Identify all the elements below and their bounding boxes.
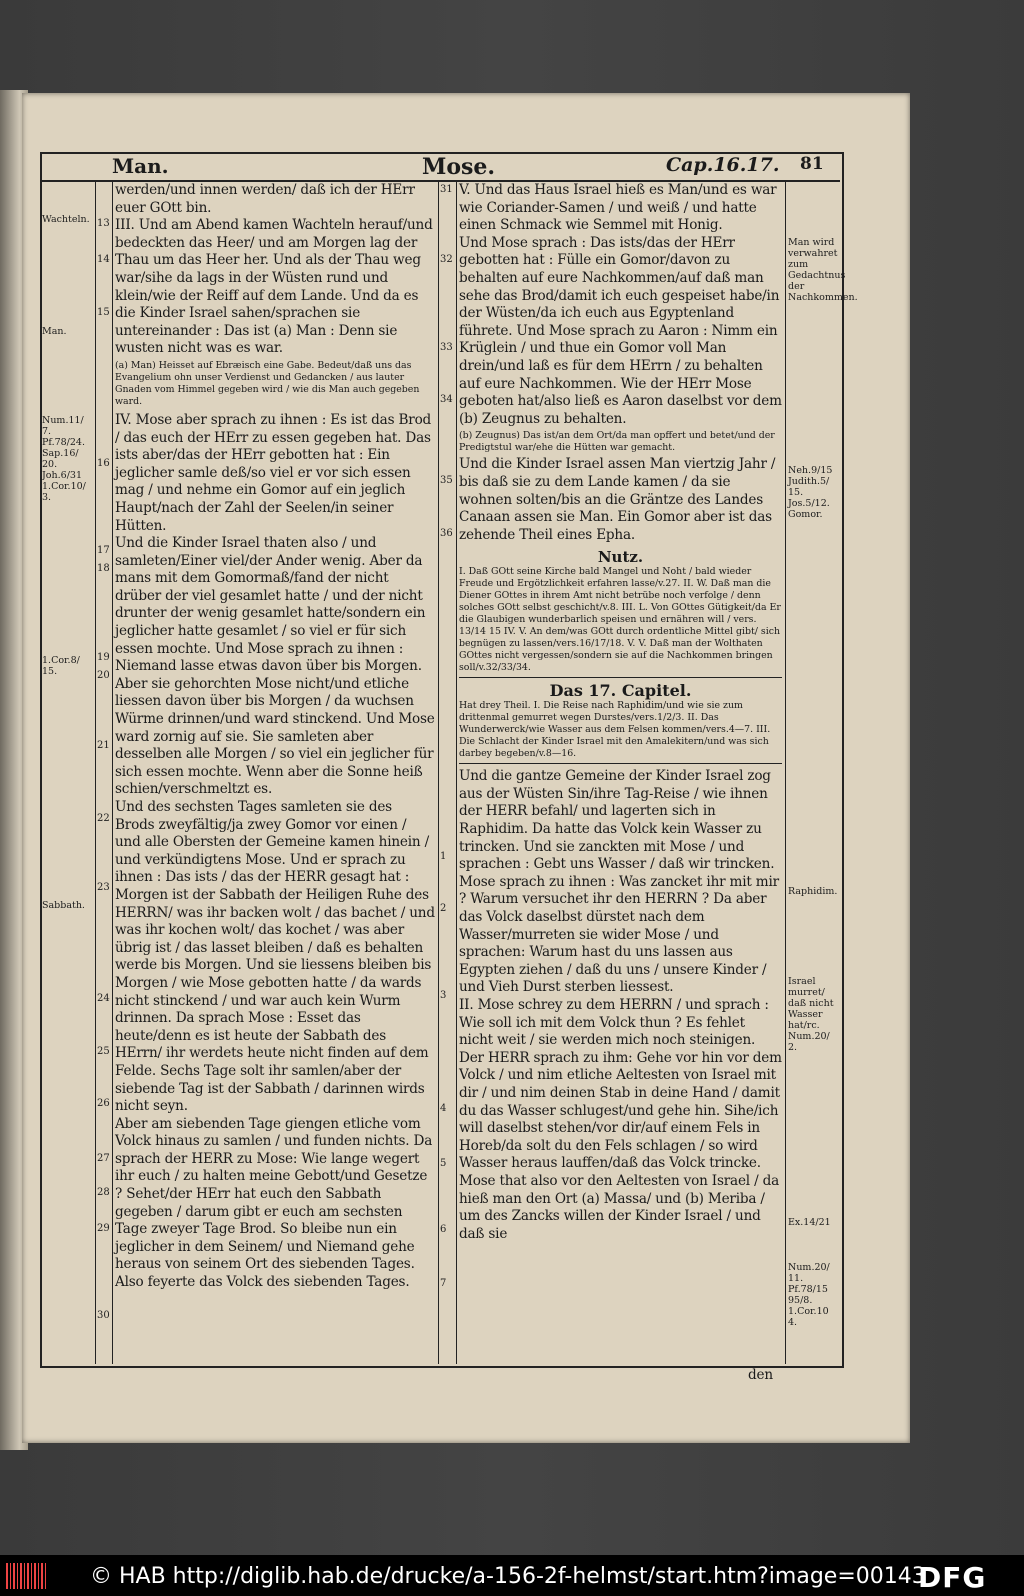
paragraph: Und die gantze Gemeine der Kinder Israel zog aus der Wüsten Sin/ihre Tag-Reise / wie ihnen der HERR befahl/ und lagerten sich in Raphidim. Da hatte das Volck kein Wasser zu trincken. Und sie zanckten mit Mose / und sprachen : Gebt uns Wasser / daß wir trincken. Mose sprach zu ihnen : Was zancket ihr mit mir ? Warum versuchet ihr den HERRN ? Da aber das Volck daselbst dürstet nach dem Wasser/murreten sie wider Mose / und sprachen: Warum hast du uns lassen aus Egypten ziehen / daß du uns / unsere Kinder / und Vieh Durst sterben liessest. — [459, 768, 779, 996]
nutz-text: I. Daß GOtt seine Kirche bald Mangel und Noht / bald wieder Freude und Ergötzlichkeit erfahren lasse/v.27. II. W. Daß man die Diener GOttes in ihrem Amt nicht betrübe noch verfolge / denn solches GOtt selbst geschicht/v.8. III. L. Von GOttes Gütigkeit/da Er die Glaubigen wunderbarlich speisen und ernähren will / vers. 13/14 15 IV. V. An dem/was GOtt durch ordentliche Mittel gibt/ sich begnügen zu lassen/vers.16/17/18. V. V. Daß man der Wolthaten GOttes nicht vergessen/sondern sie auf die Nachkommen bringen soll/v.32/33/34. — [459, 566, 782, 678]
verse-number: 18 — [97, 563, 110, 574]
left-text-column — [115, 182, 435, 1292]
margin-note-left: Wachteln. — [42, 214, 90, 225]
verse-number: 24 — [97, 993, 110, 1004]
margin-note-right: Israel murret/ daß nicht Wasser hat/rc. Num.20/ 2. — [788, 976, 834, 1053]
verse-number: 5 — [440, 1158, 447, 1169]
paragraph: Und Mose sprach : Das ists/das der HErr gebotten hat : Fülle ein Gomor/davon zu behalten auf eure Nachkommen/auf daß man sehe das Brod/damit ich euch gespeiset habe/in der Wüsten/da ich euch aus Egyptenland führete. Und Mose sprach zu Aaron : Nimm ein Krüglein / und thue ein Gomor voll Man drein/und laß es für dem HErrn / zu behalten auf eure Nachkommen. Wie der HErr Mose geboten hat/also ließ es Aaron daselbst vor dem (b) Zeugnus zu behalten. — [459, 234, 782, 427]
verse-number: 20 — [97, 670, 110, 681]
paragraph: Aber am siebenden Tage giengen etliche vom Volck hinaus zu samlen / und funden nichts. Da sprach der HERR zu Mose: Wie lange wegert ihr euch / zu halten meine Gebott/und Gesetze ? Sehet/der HErr hat euch den Sabbath gegeben / darum gibt er euch am sechsten Tage zweyer Tage Brod. So bleibe nun ein jeglicher in dem Seinem/ und Niemand gehe heraus von seinem Ort des siebenden Tages. Also feyerte das Volck des siebenden Tages. — [115, 1115, 433, 1291]
verse-number: 14 — [97, 254, 110, 265]
paragraph: V. Und das Haus Israel hieß es Man/und es war wie Coriander-Samen / und weiß / und hatte einen Schmack wie Semmel mit Honig. — [459, 182, 777, 234]
margin-note-left: Sabbath. — [42, 900, 85, 911]
verse-number: 35 — [440, 475, 453, 486]
header-left: Man. — [112, 154, 169, 178]
rule-center-a — [438, 180, 439, 1364]
dfg-logo: DFG — [918, 1561, 987, 1594]
margin-note-right: Man wird verwahret zum Gedachtnus der Nachkommen. — [788, 237, 858, 303]
footnote: (a) Man) Heisset auf Ebræisch eine Gabe. Bedeut/daß uns das Evangelium ohn unser Verdienst und Gedancken / aus lauter Gnaden vom Himmel gegeben wird / wie dis Man auch gegeben ward. — [115, 359, 420, 407]
paragraph: werden/und innen werden/ daß ich der HErr euer GOtt bin. — [115, 182, 415, 216]
margin-note-left: Man. — [42, 326, 67, 337]
verse-number: 6 — [440, 1224, 447, 1235]
verse-number: 13 — [97, 218, 110, 229]
verse-number: 30 — [97, 1310, 110, 1321]
verse-number: 36 — [440, 528, 453, 539]
verse-number: 23 — [97, 882, 110, 893]
chapter-summary: Hat drey Theil. I. Die Reise nach Raphidim/und wie sie zum drittenmal gemurret wegen Durstes/vers.1/2/3. II. Das Wunderwerck/wie Wasser aus dem Felsen kommen/vers.4—7. III. Die Schlacht der Kinder Israel mit den Amalekitern/und was sich darbey begeben/v.8—16. — [459, 700, 782, 764]
margin-note-left: 1.Cor.8/ 15. — [42, 655, 80, 677]
paragraph: Und des sechsten Tages samleten sie des Brods zweyfältig/ja zwey Gomor vor einen / und alle Obersten der Gemeine kamen hinein / und verkündigtens Mose. Und er sprach zu ihnen : Das ists / das der HERR gesagt hat : Morgen ist der Sabbath der Heiligen Ruhe des HERRN/ was ihr backen wolt / das bachet / und was ihr kochen wolt/ das kochet / was aber übrig ist / das lasset bleiben / daß es behalten werde bis Morgen. Und sie liessens bleiben bis Morgen / wie Mose gebotten hatte / da wards nicht stinckend / und war auch kein Wurm drinnen. Da sprach Mose : Esset das heute/denn es ist heute der Sabbath des HErrn/ ihr werdets heute nicht finden auf dem Felde. Sechs Tage solt ihr samlen/aber der siebende Tag ist der Sabbath / darinnen wirds nicht seyn. — [115, 799, 435, 1115]
verse-number: 21 — [97, 740, 110, 751]
verse-number: 31 — [440, 184, 453, 195]
verse-number: 32 — [440, 254, 453, 265]
header-chapter: Cap.16.17. — [666, 154, 780, 176]
paragraph: II. Mose schrey zu dem HERRN / und sprach : Wie soll ich mit dem Volck thun ? Es fehlet nicht weit / sie werden mich noch steinigen. Der HERR sprach zu ihm: Gehe vor hin vor dem Volck / und nim etliche Aeltesten von Israel mit dir / und nim deinen Stab in deine Hand / damit du das Wasser schlugest/und gehe hin. Sihe/ich will daselbst stehen/vor dir/auf einem Fels in Horeb/da solt du den Fels schlagen / so wird Wasser heraus lauffen/daß das Volck trincke. Mose that also vor den Aeltesten von Israel / da hieß man den Ort (a) Massa/ und (b) Meriba / um des Zancks willen der Kinder Israel / und daß sie — [459, 997, 782, 1242]
verse-number: 19 — [97, 652, 110, 663]
paragraph: IV. Mose aber sprach zu ihnen : Es ist das Brod / das euch der HErr zu essen gegeben hat. Das ists aber/das der HErr gebotten hat : Ein jeglicher samle deß/so viel er vor sich essen mag / und nehme ein Gomor auf ein jeglich Haupt/nach der Zahl der Seelen/in seiner Hütten. — [115, 411, 432, 534]
verse-number: 7 — [440, 1278, 447, 1289]
verse-number: 33 — [440, 342, 453, 353]
barcode-icon — [6, 1563, 46, 1589]
rule-center-b — [456, 180, 457, 1364]
header-book: Mose. — [422, 154, 496, 180]
verse-number: 16 — [97, 458, 110, 469]
verse-number: 34 — [440, 394, 453, 405]
margin-note-left: Num.11/ 7. Pf.78/24. Sap.16/ 20. Joh.6/31 1.Cor.10/ 3. — [42, 415, 86, 503]
margin-note-right: Num.20/ 11. Pf.78/15 95/8. 1.Cor.10 4. — [788, 1262, 830, 1328]
verse-number: 27 — [97, 1153, 110, 1164]
rule-right-margin — [785, 180, 786, 1364]
footer-link[interactable]: © HAB http://diglib.hab.de/drucke/a-156-2f-helmst/start.htm?image=00143 — [90, 1564, 926, 1589]
chapter-heading: Das 17. Capitel. — [549, 681, 692, 701]
verse-number: 2 — [440, 903, 447, 914]
verse-number: 28 — [97, 1187, 110, 1198]
verse-number: 22 — [97, 813, 110, 824]
paragraph: Und die Kinder Israel thaten also / und samleten/Einer viel/der Ander wenig. Aber da mans mit dem Gomormaß/fand der nicht drüber der viel gesamlet hatte / und der nicht drunter der wenig gesamlet hatte/sondern ein jeglicher hatte gesamlet / so viel er für sich essen mochte. Und Mose sprach zu ihnen : Niemand lasse etwas davon über bis Morgen. Aber sie gehorchten Mose nicht/und etliche liessen davon über bis Morgen / da wuchsen Würme drinnen/und ward stinckend. Und Mose ward zornig auf sie. Sie samleten aber desselben alle Morgen / so viel ein jeglicher für sich essen mochte. Wenn aber die Sonne heiß schien/verschmeltzt es. — [115, 535, 435, 798]
rule-left-numbers — [112, 180, 113, 1364]
verse-number: 4 — [440, 1103, 447, 1114]
nutz-heading: Nutz. — [597, 548, 644, 567]
right-text-column — [459, 182, 782, 1243]
verse-number: 25 — [97, 1046, 110, 1057]
catchword: den — [748, 1367, 773, 1383]
verse-number: 1 — [440, 851, 447, 862]
page-number: 81 — [800, 154, 824, 174]
paragraph: Und die Kinder Israel assen Man viertzig Jahr / bis daß sie zu dem Lande kamen / da sie wohnen solten/bis an die Gräntze des Landes Canaan assen sie Man. Ein Gomor aber ist das zehende Theil eines Epha. — [459, 456, 776, 543]
verse-number: 29 — [97, 1223, 110, 1234]
verse-number: 17 — [97, 545, 110, 556]
running-header — [40, 152, 840, 182]
footer-bar — [0, 1555, 1024, 1596]
verse-number: 15 — [97, 307, 110, 318]
footnote: (b) Zeugnus) Das ist/an dem Ort/da man opffert und betet/und der Predigtstul war/ehe die Hütten war gemacht. — [459, 430, 775, 454]
verse-number: 3 — [440, 990, 447, 1001]
margin-note-right: Ex.14/21 — [788, 1217, 831, 1228]
margin-note-right: Raphidim. — [788, 886, 838, 897]
margin-note-right: Neh.9/15 Judith.5/ 15. Jos.5/12. Gomor. — [788, 465, 833, 520]
paragraph: III. Und am Abend kamen Wachteln herauf/und bedeckten das Heer/ und am Morgen lag der Thau um das Heer her. Und als der Thau weg war/sihe da lags in der Wüsten rund und klein/wie der Reiff auf dem Lande. Und da es die Kinder Israel sahen/sprachen sie untereinander : Das ist (a) Man : Denn sie wusten nicht was es war. — [115, 217, 433, 357]
rule-left-margin — [95, 180, 96, 1364]
verse-number: 26 — [97, 1098, 110, 1109]
